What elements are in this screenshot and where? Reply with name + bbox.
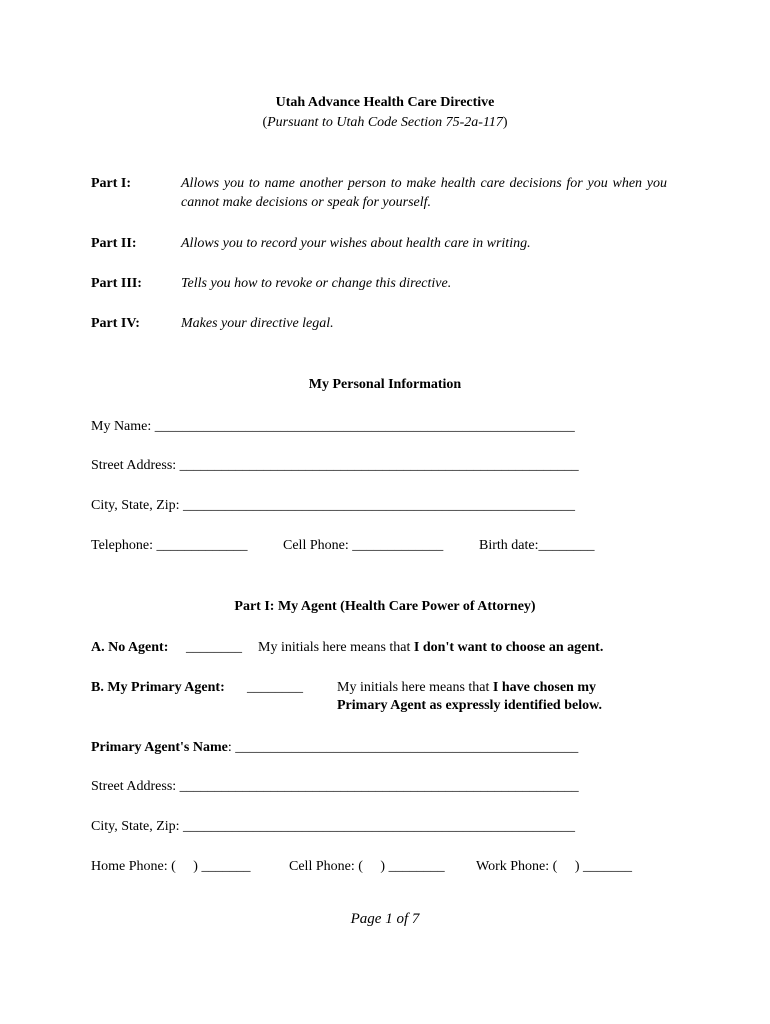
- primary-agent-initials-field[interactable]: ________: [247, 680, 303, 695]
- agent-street-row: [91, 778, 579, 795]
- personal-info-heading: My Personal Information: [308, 377, 462, 392]
- agent-cell-phone-close: ): [380, 859, 386, 874]
- agent-home-phone-row: [91, 858, 250, 875]
- agent-work-phone-field[interactable]: _______: [582, 859, 632, 874]
- primary-agent-label: B. My Primary Agent:: [91, 680, 225, 695]
- my-name-row: [91, 418, 575, 435]
- city-state-zip-label: City, State, Zip:: [91, 498, 180, 513]
- my-name-label: My Name:: [91, 419, 152, 434]
- street-address-label: Street Address:: [91, 458, 177, 473]
- city-state-zip-field[interactable]: ________________________________________________________: [183, 498, 576, 513]
- birth-date-field[interactable]: ________: [538, 538, 595, 553]
- no-agent-label: A. No Agent:: [91, 640, 169, 655]
- agent-home-phone-close: ): [193, 859, 198, 874]
- part-4-description: Makes your directive legal.: [181, 316, 334, 331]
- cell-phone-label: Cell Phone:: [283, 538, 349, 553]
- agent-name-label: Primary Agent's Name: [91, 740, 228, 755]
- birth-date-row: [479, 537, 595, 554]
- agent-cell-phone-field[interactable]: ________: [388, 859, 445, 874]
- primary-agent-statement-plain: My initials here means that: [337, 680, 490, 695]
- no-agent-statement-plain: My initials here means that: [258, 640, 411, 655]
- city-state-zip-row: [91, 497, 575, 514]
- page-number: Page 1 of 7: [350, 911, 420, 927]
- part-3-label: Part III:: [91, 276, 142, 291]
- no-agent-initials-field[interactable]: ________: [186, 640, 242, 655]
- subtitle-open-paren: (: [262, 115, 268, 130]
- cell-phone-row: [283, 537, 443, 554]
- agent-home-phone-label: Home Phone: (: [91, 859, 176, 874]
- agent-city-row: [91, 818, 575, 835]
- street-address-field[interactable]: _________________________________________________________: [179, 458, 579, 473]
- primary-agent-statement-line1: [337, 679, 596, 696]
- agent-work-phone-label: Work Phone: (: [476, 859, 558, 874]
- agent-name-field[interactable]: _________________________________________________: [235, 740, 579, 755]
- subtitle-close-paren: ): [502, 115, 508, 130]
- telephone-label: Telephone:: [91, 538, 153, 553]
- agent-work-phone-row: [476, 858, 632, 875]
- part-1-description: Allows you to name another person to make health care decisions for you when you cannot make decisions or speak for yourself.: [181, 176, 667, 210]
- agent-home-phone-field[interactable]: _______: [201, 859, 251, 874]
- no-agent-statement-bold: I don't want to choose an agent.: [413, 640, 604, 655]
- agent-name-row: [91, 739, 578, 756]
- primary-agent-statement-line2: Primary Agent as expressly identified below.: [337, 698, 602, 713]
- agent-cell-phone-label: Cell Phone: (: [289, 859, 363, 874]
- part-4-label: Part IV:: [91, 316, 140, 331]
- document-title: Utah Advance Health Care Directive: [275, 95, 495, 110]
- subtitle-citation: Pursuant to Utah Code Section 75-2a-117: [267, 115, 503, 130]
- no-agent-statement: [258, 639, 603, 656]
- part1-heading: Part I: My Agent (Health Care Power of Attorney): [234, 599, 536, 614]
- agent-cell-phone-row: [289, 858, 445, 875]
- part-2-description: Allows you to record your wishes about health care in writing.: [181, 236, 531, 251]
- part-2-label: Part II:: [91, 236, 137, 251]
- agent-name-colon: :: [227, 740, 232, 755]
- cell-phone-field[interactable]: _____________: [352, 538, 444, 553]
- my-name-field[interactable]: ____________________________________________________________: [154, 419, 575, 434]
- telephone-field[interactable]: _____________: [156, 538, 248, 553]
- agent-street-label: Street Address:: [91, 779, 177, 794]
- document-subtitle: [0, 114, 770, 131]
- street-address-row: [91, 457, 579, 474]
- agent-work-phone-close: ): [574, 859, 580, 874]
- agent-city-label: City, State, Zip:: [91, 819, 180, 834]
- birth-date-label: Birth date:: [479, 538, 539, 553]
- part-3-description: Tells you how to revoke or change this directive.: [181, 276, 452, 291]
- agent-street-field[interactable]: _________________________________________________________: [179, 779, 579, 794]
- primary-agent-statement-bold: I have chosen my: [492, 680, 596, 695]
- telephone-row: [91, 537, 248, 554]
- part-1-label: Part I:: [91, 176, 132, 191]
- agent-city-field[interactable]: ________________________________________________________: [183, 819, 576, 834]
